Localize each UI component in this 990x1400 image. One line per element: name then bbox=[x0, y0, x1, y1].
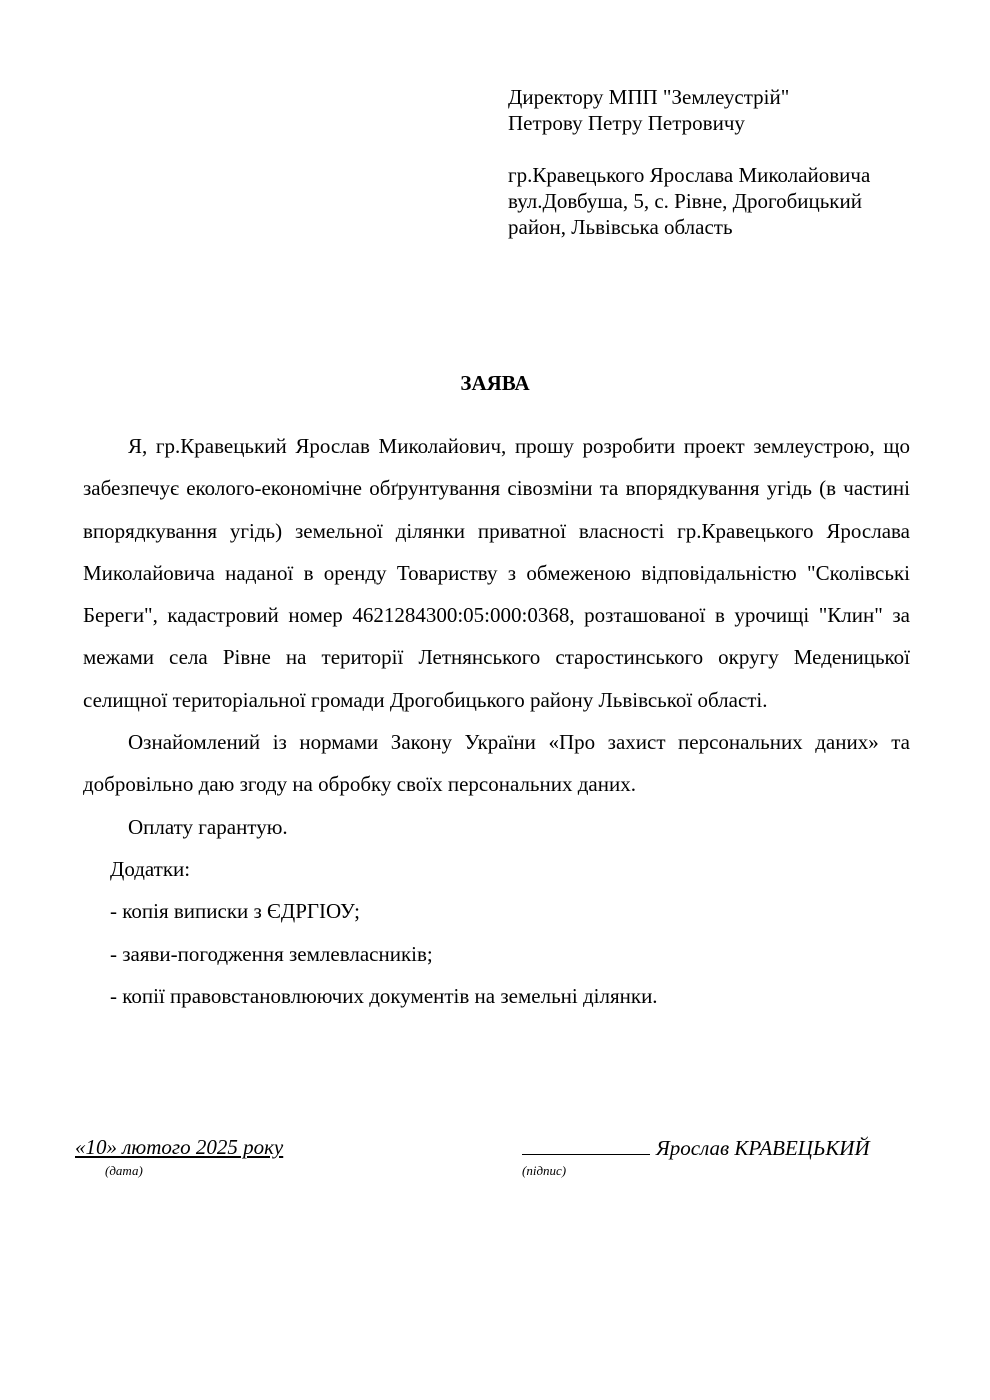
date-value: «10» лютого 2025 року bbox=[75, 1135, 284, 1159]
appendix-title: Додатки: bbox=[110, 856, 191, 881]
addressee-block bbox=[508, 84, 928, 240]
signature-caption: (підпис) bbox=[522, 1163, 567, 1178]
document-body bbox=[83, 425, 910, 1017]
addressee-line-2: Петрову Петру Петровичу bbox=[508, 111, 745, 135]
addressee-line-1: Директору МПП "Землеустрій" bbox=[508, 85, 790, 109]
date-field bbox=[75, 1134, 283, 1160]
body-paragraph-consent: Ознайомлений із нормами Закону України «Про захист персональних даних» та добровільно даю згоду на обробку своїх персональних даних. bbox=[83, 730, 910, 797]
date-caption: (дата) bbox=[105, 1163, 143, 1178]
document-title: ЗАЯВА bbox=[460, 371, 530, 395]
body-paragraph-request: Я, гр.Кравецький Ярослав Миколайович, прошу розробити проект землеустрою, що забезпечує еколого-економічне обґрунтування сівозміни та впорядкування угідь (в частині впорядкування угідь) земельної ділянки приватної власності гр.Кравецького Ярослава Миколайовича наданої в оренду Товариству з обмеженою відповідальністю "Сколівські Береги", кадастровий номер 4621284300:05:000:0368, розташованої в урочищі "Клин" за межами села Рівне на території Летнянського старостинського округу Меденицької селищної територіальної громади Дрогобицького району Львівської області. bbox=[83, 434, 910, 712]
appendix-item: - заяви-погодження землевласників; bbox=[110, 941, 433, 966]
signature-field bbox=[522, 1134, 870, 1161]
sender-line-1: гр.Кравецького Ярослава Миколайовича bbox=[508, 163, 871, 187]
body-paragraph-payment: Оплату гарантую. bbox=[128, 814, 288, 839]
appendix-item: - копії правовстановлюючих документів на земельні ділянки. bbox=[110, 983, 658, 1008]
sender-line-3: район, Львівська область bbox=[508, 215, 733, 239]
sender-block bbox=[508, 162, 928, 240]
signature-line bbox=[522, 1134, 650, 1155]
appendix-item: - копія виписки з ЄДРГІОУ; bbox=[110, 899, 360, 924]
signature-name: Ярослав КРАВЕЦЬКИЙ bbox=[656, 1136, 870, 1160]
sender-line-2: вул.Довбуша, 5, с. Рівне, Дрогобицький bbox=[508, 189, 862, 213]
